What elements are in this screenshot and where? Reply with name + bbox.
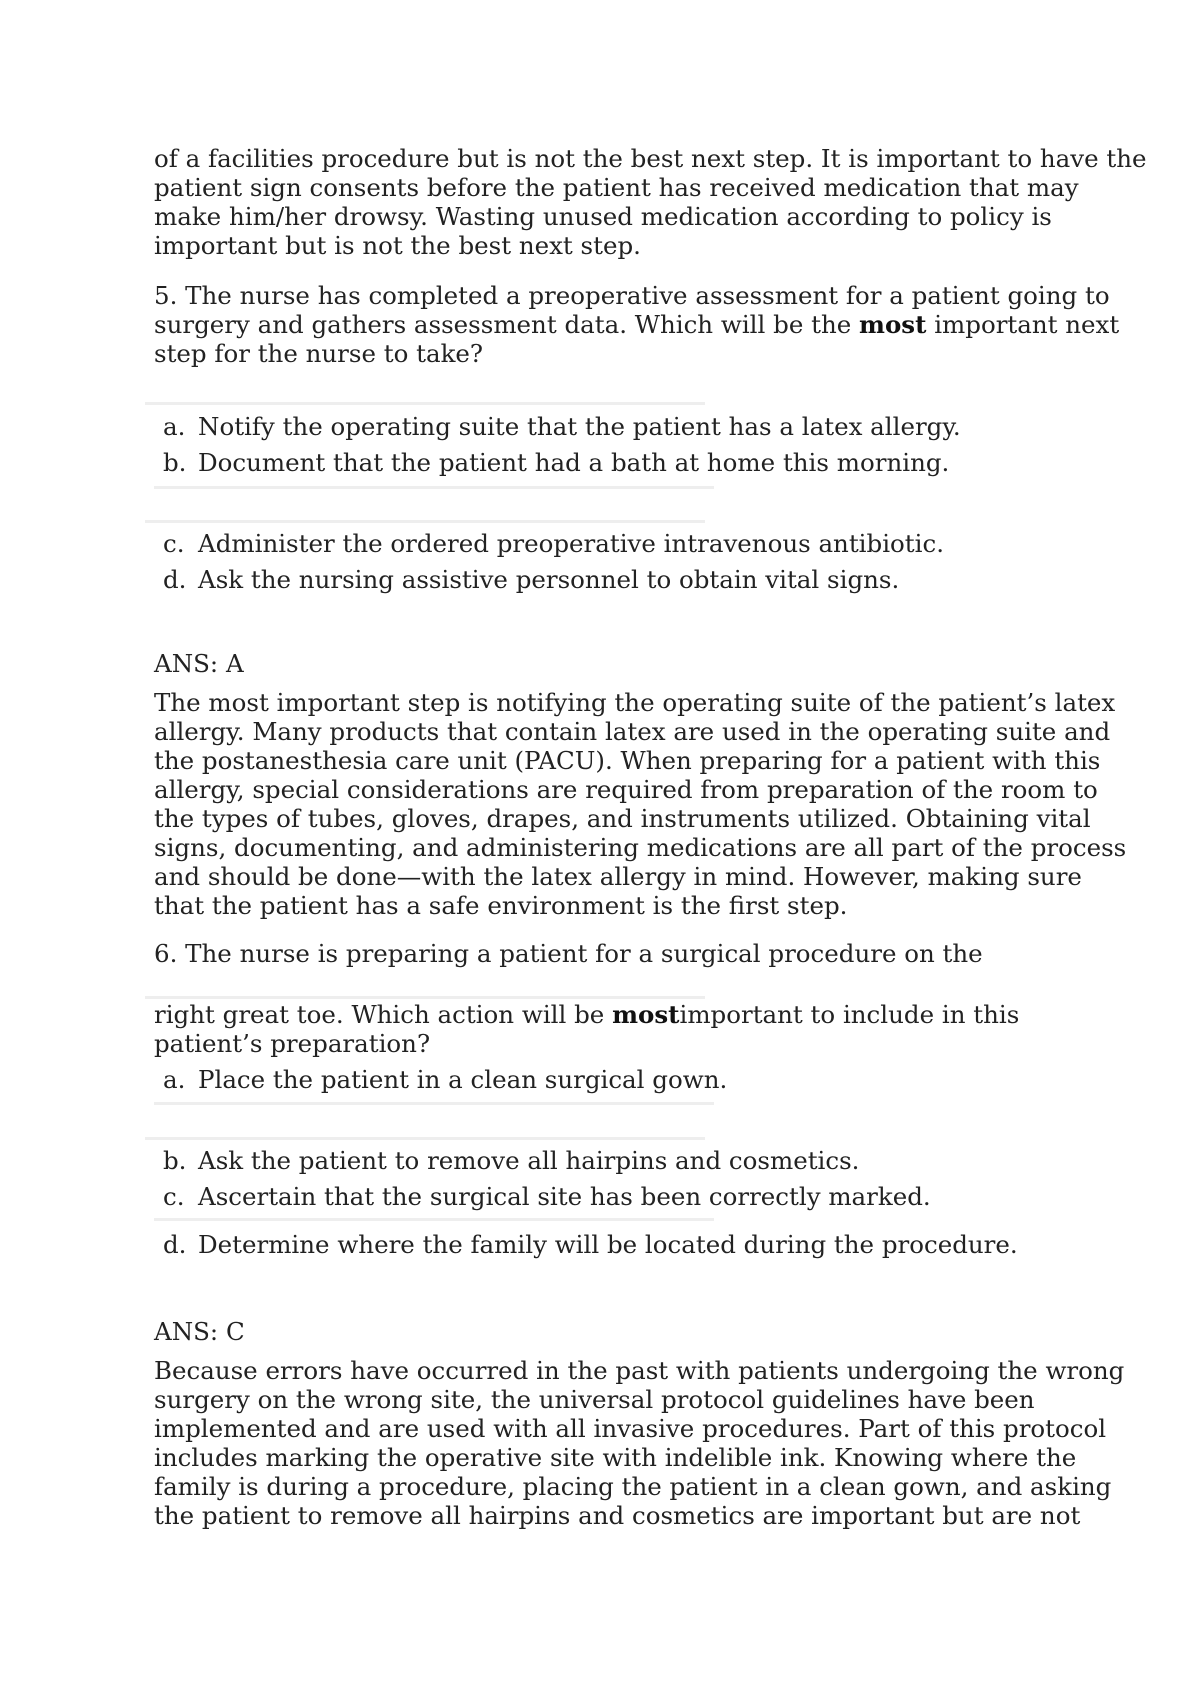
divider xyxy=(145,1137,705,1140)
rationale-line: includes marking the operative site with indelible ink. Knowing where the xyxy=(154,1443,1077,1472)
intro-line: important but is not the best next step. xyxy=(154,231,641,260)
option-6c: c. Ascertain that the surgical site has been correctly marked. xyxy=(163,1182,931,1211)
intro-line: of a facilities procedure but is not the best next step. It is important to have the xyxy=(154,144,1147,173)
question-5-stem xyxy=(154,281,1120,368)
question-6-stem-start xyxy=(154,939,1054,968)
question-line: step for the nurse to take? xyxy=(154,339,484,368)
answer-6: ANS: C xyxy=(154,1317,245,1346)
rationale-line: that the patient has a safe environment is the first step. xyxy=(154,891,848,920)
rationale-line: the types of tubes, gloves, drapes, and instruments utilized. Obtaining vital xyxy=(154,804,1091,833)
option-5c: c. Administer the ordered preoperative intravenous antibiotic. xyxy=(163,529,944,558)
rationale-line: the postanesthesia care unit (PACU). When preparing for a patient with this xyxy=(154,746,1101,775)
answer-5: ANS: A xyxy=(154,649,244,678)
rationale-line: implemented and are used with all invasive procedures. Part of this protocol xyxy=(154,1414,1107,1443)
rationale-line: the patient to remove all hairpins and cosmetics are important but are not xyxy=(154,1501,1081,1530)
option-5a: a. Notify the operating suite that the patient has a latex allergy. xyxy=(163,412,961,441)
option-6b: b. Ask the patient to remove all hairpins and cosmetics. xyxy=(163,1146,860,1175)
rationale-line: signs, documenting, and administering medications are all part of the process xyxy=(154,833,1127,862)
option-6d: d. Determine where the family will be located during the procedure. xyxy=(163,1230,1018,1259)
divider xyxy=(154,486,714,489)
intro-line: make him/her drowsy. Wasting unused medication according to policy is xyxy=(154,202,1052,231)
rationale-line: and should be done—with the latex allergy in mind. However, making sure xyxy=(154,862,1082,891)
question-line: 5. The nurse has completed a preoperative assessment for a patient going to xyxy=(154,281,1110,310)
question-line: patient’s preparation? xyxy=(154,1029,431,1058)
rationale-line: The most important step is notifying the operating suite of the patient’s latex xyxy=(154,688,1116,717)
rationale-line: family is during a procedure, placing the patient in a clean gown, and asking xyxy=(154,1472,1112,1501)
rationale-line: allergy, special considerations are required from preparation of the room to xyxy=(154,775,1098,804)
emphasis-most: most xyxy=(612,1000,680,1029)
rationale-6 xyxy=(154,1356,1125,1530)
option-5d: d. Ask the nursing assistive personnel to obtain vital signs. xyxy=(163,565,900,594)
divider xyxy=(145,402,705,405)
rationale-line: allergy. Many products that contain latex are used in the operating suite and xyxy=(154,717,1111,746)
question-6-stem-cont xyxy=(154,1000,1054,1058)
intro-paragraph xyxy=(154,144,1147,260)
divider xyxy=(154,1218,714,1221)
intro-line: patient sign consents before the patient has received medication that may xyxy=(154,173,1079,202)
rationale-5 xyxy=(154,688,1127,920)
divider xyxy=(154,1102,714,1105)
question-line: right great toe. Which action will be mostimportant to include in this xyxy=(154,1000,1020,1029)
divider xyxy=(145,996,705,999)
question-line: 6. The nurse is preparing a patient for a surgical procedure on the xyxy=(154,939,983,968)
rationale-line: surgery on the wrong site, the universal protocol guidelines have been xyxy=(154,1385,1035,1414)
rationale-line: Because errors have occurred in the past with patients undergoing the wrong xyxy=(154,1356,1125,1385)
divider xyxy=(145,520,705,523)
option-5b: b. Document that the patient had a bath at home this morning. xyxy=(163,448,950,477)
option-6a: a. Place the patient in a clean surgical gown. xyxy=(163,1065,728,1094)
emphasis-most: most xyxy=(859,310,927,339)
question-line: surgery and gathers assessment data. Which will be the most important next xyxy=(154,310,1120,339)
